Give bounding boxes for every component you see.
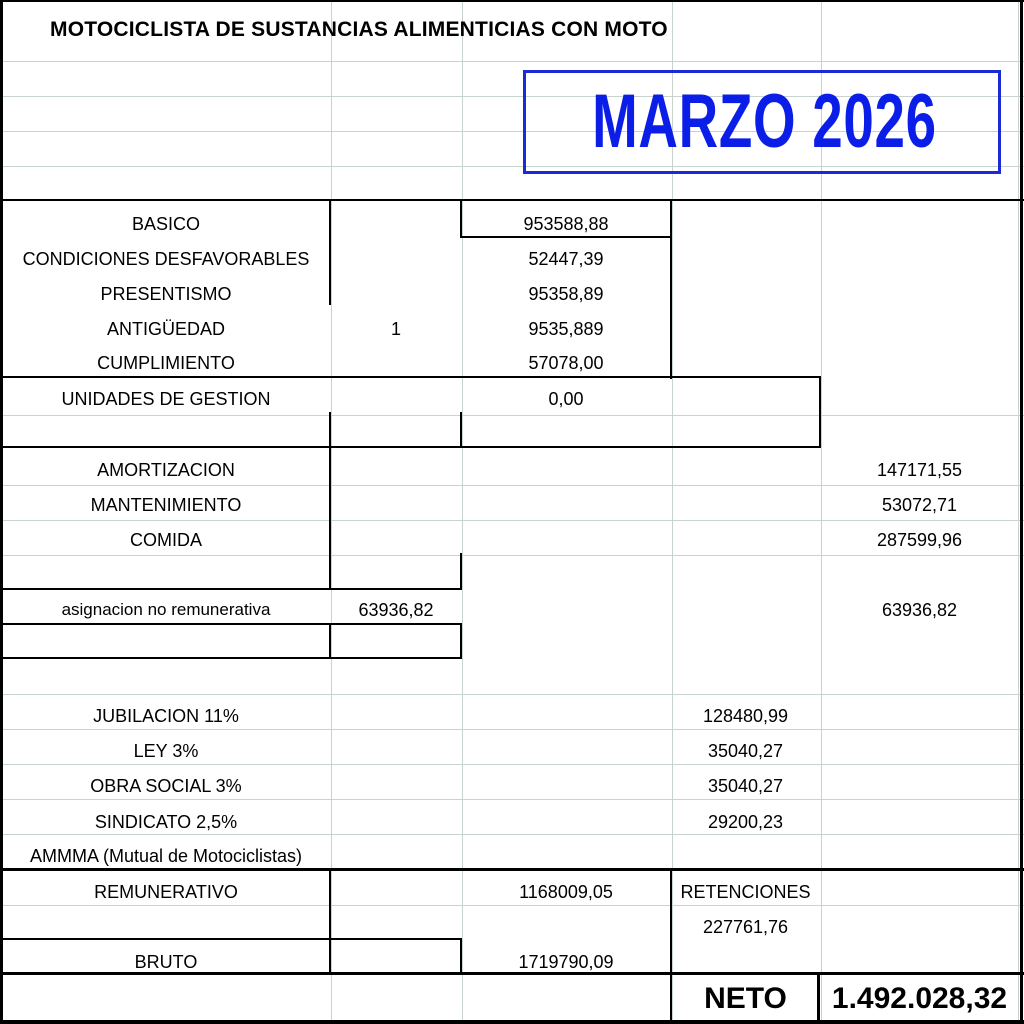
label-jubilacion: JUBILACION 11% (93, 706, 239, 726)
border (0, 623, 462, 625)
border (819, 376, 821, 448)
label-amortizacion: AMORTIZACION (97, 460, 235, 480)
value-ley: 35040,27 (707, 741, 784, 761)
border (0, 1020, 1024, 1024)
gridline (0, 729, 1024, 730)
border (0, 376, 821, 378)
border (0, 588, 462, 590)
border (460, 412, 462, 448)
border (329, 623, 331, 658)
border (0, 199, 1024, 201)
border (0, 972, 1024, 975)
value-mantenimiento: 53072,71 (881, 495, 958, 515)
label-ammma: AMMMA (Mutual de Motociclistas) (29, 846, 303, 866)
label-basico: BASICO (131, 214, 201, 234)
label-remunerativo: REMUNERATIVO (94, 882, 238, 902)
border (670, 199, 672, 379)
value-remunerativo: 1168009,05 (519, 882, 613, 902)
period-stamp (523, 70, 1001, 174)
value-neto: 1.492.028,32 (831, 982, 1008, 1015)
value-obra-social: 35040,27 (707, 776, 784, 796)
gridline (0, 61, 1024, 62)
gridline (0, 764, 1024, 765)
label-sindicato: SINDICATO 2,5% (94, 812, 238, 832)
label-cumplimiento: CUMPLIMIENTO (97, 353, 235, 373)
border (0, 0, 1024, 2)
gridline (0, 694, 1024, 695)
gridline (0, 799, 1024, 800)
gridline (0, 520, 1024, 521)
label-comida: COMIDA (130, 530, 202, 550)
border (329, 199, 331, 305)
value-antiguedad: 9535,889 (528, 319, 604, 339)
value-jubilacion: 128480,99 (702, 706, 789, 726)
gridline (0, 415, 1024, 416)
value-unidades: 0,00 (548, 389, 584, 409)
gridline (0, 905, 1024, 906)
border (0, 868, 1024, 871)
gridline (0, 555, 1024, 556)
border (460, 553, 462, 590)
value-basico: 953588,88 (523, 214, 609, 234)
border (329, 868, 331, 974)
value-cumplimiento: 57078,00 (528, 353, 604, 373)
value-comida: 287599,96 (876, 530, 963, 550)
border (460, 623, 462, 658)
label-ley: LEY 3% (133, 741, 199, 761)
label-antiguedad: ANTIGÜEDAD (106, 319, 225, 339)
page-title: MOTOCICLISTA DE SUSTANCIAS ALIMENTICIAS CON MOTO (50, 18, 668, 41)
label-obra-social: OBRA SOCIAL 3% (90, 776, 242, 796)
value-condiciones: 52447,39 (528, 249, 604, 269)
value-asignacion: 63936,82 (881, 600, 958, 620)
label-retenciones: RETENCIONES (680, 882, 811, 902)
label-condiciones: CONDICIONES DESFAVORABLES (22, 249, 310, 269)
antiguedad-years: 1 (390, 319, 401, 339)
border (0, 938, 462, 940)
value-retenciones: 227761,76 (702, 917, 789, 937)
period-label: MARZO 2026 (592, 79, 937, 164)
label-mantenimiento: MANTENIMIENTO (90, 495, 242, 515)
border (0, 446, 821, 448)
asignacion-amount: 63936,82 (358, 600, 434, 620)
label-bruto: BRUTO (134, 952, 198, 972)
value-bruto: 1719790,09 (518, 952, 614, 972)
value-sindicato: 29200,23 (707, 812, 784, 832)
label-asignacion: asignacion no remunerativa (61, 600, 271, 619)
gridline (0, 834, 1024, 835)
value-presentismo: 95358,89 (528, 284, 604, 304)
value-amortizacion: 147171,55 (876, 460, 963, 480)
gridline (0, 485, 1024, 486)
label-presentismo: PRESENTISMO (100, 284, 232, 304)
border (0, 657, 462, 659)
border (460, 236, 672, 238)
label-neto: NETO (704, 982, 787, 1015)
label-unidades: UNIDADES DE GESTION (61, 389, 271, 409)
border (329, 412, 331, 590)
